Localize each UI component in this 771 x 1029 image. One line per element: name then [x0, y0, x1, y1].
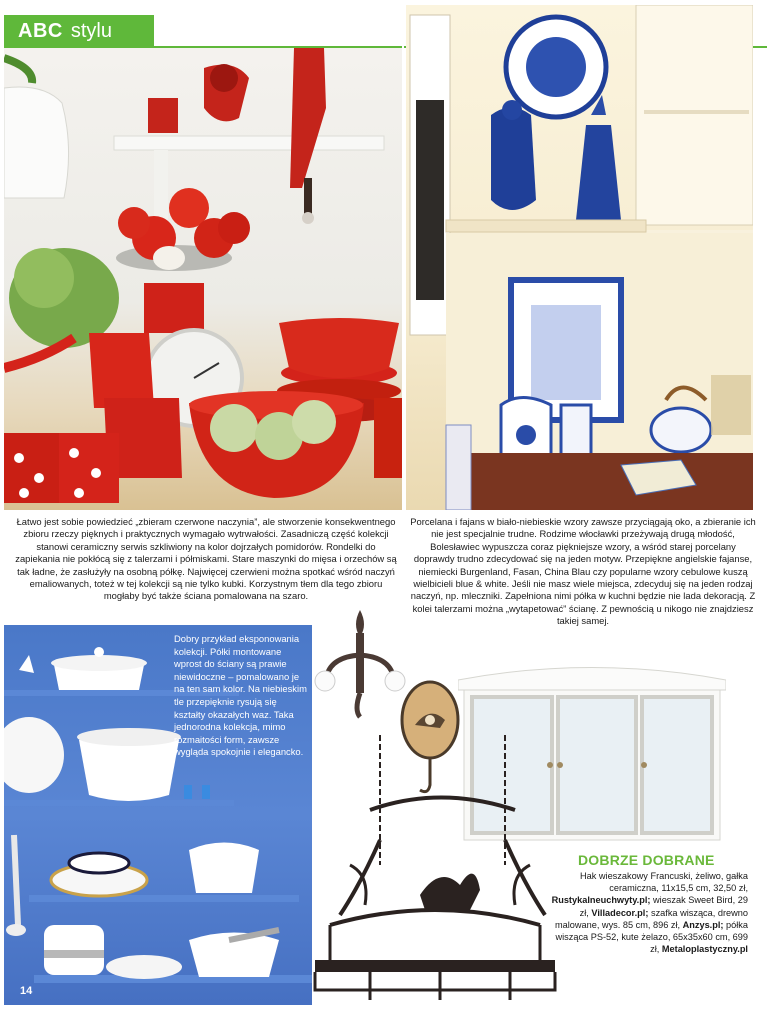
shop-item-3: szafka wisząca, drewno malowane, wys. 85 cm, 896 zł, [554, 907, 748, 930]
left-article-text [14, 516, 398, 603]
header-section: stylu [70, 19, 112, 42]
photo-caption: Dobry przykład eksponowania kolekcji. Półki montowane wprost do ściany są prawie niewidoczne – pomalowano je na ten sam kolor. Na niebieskim tle przepięknie rysują się kształty okazałych waz. Taka jednorodna kolekcja, mimo rozmaitości form, zawsze wygląda spokojnie i elegancko. [174, 633, 307, 758]
shop-item-1: Hak wieszakowy Francuski, żeliwo, gałka ceramiczna, 11x15,5 cm, 32,50 zł, [580, 871, 748, 894]
shop-item-2: wieszak Sweet Bird, 29 zł, [579, 895, 748, 918]
header-abc: ABC [18, 19, 63, 42]
photo-divider [402, 5, 404, 510]
photo-red-collection [4, 48, 402, 510]
wall-hook-icon [312, 605, 408, 725]
photo-blue-white-porcelain [406, 5, 753, 510]
shopping-list [548, 870, 748, 955]
section-header [4, 15, 154, 47]
red-collection-illustration [4, 48, 402, 510]
shopping-title: DOBRZE DOBRANE [578, 852, 715, 868]
shop-item-4: półka wisząca PS-52, kute żelazo, 65x35x60 cm, 699 zł, [555, 919, 748, 955]
shop-name-4: Metaloplastyczny.pl [661, 944, 748, 955]
shop-name-2: Villadecor.pl; [591, 907, 649, 918]
porcelain-illustration [406, 5, 753, 510]
right-article-text [410, 516, 756, 628]
shop-name-1: Rustykalneuchwyty.pl; [551, 895, 651, 906]
left-paragraph: Łatwo jest sobie powiedzieć „zbieram czerwone naczynia”, ale stworzenie konsekwentnego zbioru rzeczy pięknych i praktycznych wymagało wytrwałości. Zasadniczą część kolekcji stanowi ceramiczny serwis szkliwiony na kolor dojrzałych pomidorów. Rondelki do zapiekania nie pokłócą się z talerzami i półmiskami. Stare maszynki do mięsa i orzechów są tak ładne, że zasłużyły na osobną półkę. Najwięcej czerwieni można spotkać wśród naczyń emaliowanych, toteż w tej kolekcji są nie tylko kubki. Korzystnym tłem dla tego zbioru mogłaby być także ściana pomalowana na szaro. [15, 516, 397, 602]
page-number: 14 [20, 985, 33, 997]
rooster-pot-rack-icon [310, 735, 560, 1015]
shop-name-3: Anzys.pl; [682, 919, 724, 930]
right-paragraph: Porcelana i fajans w biało-niebieskie wzory zawsze przyciągają oko, a zbieranie ich nie jest specjalnie trudne. Rodzime włocławki przeżywają drugą młodość, Bolesławiec wypuszcza coraz piękniejsze wzory, a wśród starej porcelany doprawdy trudno zdecydować się na jeden motyw. Przepiękne angielskie fajanse, niemiecki Burgenland, Fasan, China Blau czy popularne wzory cebulowe kuszą wielbicieli blue & white. Jeśli nie masz wiele miejsca, zdecyduj się na jeden rodzaj naczyń, np. mleczniki. Zapełniona nimi półka w kuchni będzie nie lada dekoracją. Z kolei talerzami można „wytapetować” ścianę. Z pewnością u nikogo nie znajdziesz takiej samej. [410, 516, 756, 627]
